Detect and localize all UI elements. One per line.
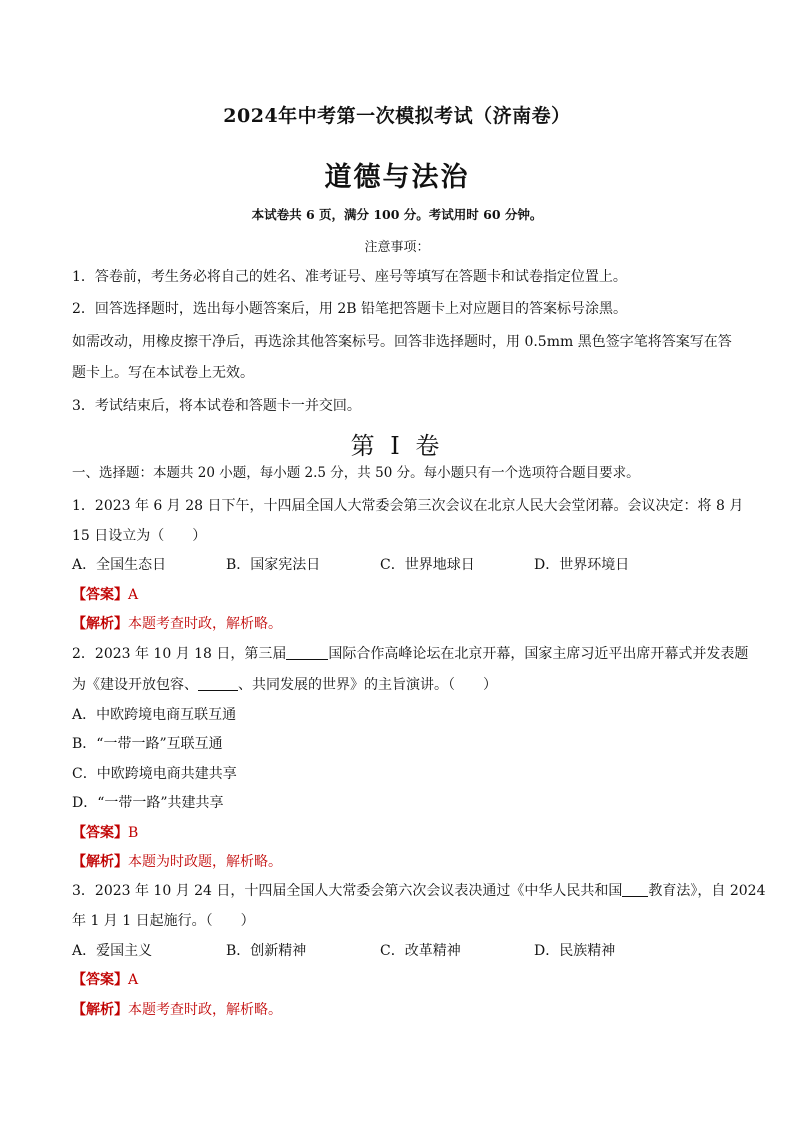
analysis-line xyxy=(72,613,282,633)
subject-title: 道德与法治 xyxy=(324,162,470,193)
analysis-label: 【解析】 xyxy=(72,1002,128,1018)
answer-label: 【答案】 xyxy=(72,587,128,603)
notice-item: 题卡上。写在本试卷上无效。 xyxy=(72,365,254,381)
answer-label: 【答案】 xyxy=(72,972,128,988)
option-b: B．“一带一路”互联互通 xyxy=(72,736,223,752)
stem-part: 、共同发展的世界》的主旨演讲。（ ） xyxy=(238,677,497,693)
option-b: B．创新精神 xyxy=(226,943,307,959)
option-b: B．国家宪法日 xyxy=(226,557,321,573)
stem-part: 2．2023 年 10 月 18 日，第三届 xyxy=(72,646,287,662)
option-a: A．中欧跨境电商互联互通 xyxy=(72,707,237,723)
question-stem xyxy=(72,643,748,663)
option-c: C．世界地球日 xyxy=(380,557,475,573)
fill-blank xyxy=(286,645,328,660)
question-stem: 年 1 月 1 日起施行。（ ） xyxy=(72,913,255,929)
option-a: A．全国生态日 xyxy=(72,557,167,573)
stem-part: 3．2023 年 10 月 24 日，十四届全国人大常委会第六次会议表决通过《中华人民共和国 xyxy=(72,883,623,899)
option-c: C．中欧跨境电商共建共享 xyxy=(72,766,237,782)
stem-part: 教育法》，自 2024 xyxy=(648,883,766,899)
option-d: D．“一带一路”共建共享 xyxy=(72,795,224,811)
exam-meta: 本试卷共 6 页，满分 100 分。考试用时 60 分钟。 xyxy=(251,207,543,222)
answer-value: A xyxy=(128,587,139,603)
analysis-line xyxy=(72,999,282,1019)
option-d: D．民族精神 xyxy=(534,943,616,959)
section-heading: 第 I 卷 xyxy=(350,432,444,460)
stem-part: 国际合作高峰论坛在北京开幕，国家主席习近平出席开幕式并发表题 xyxy=(328,646,749,662)
notice-title: 注意事项： xyxy=(364,240,430,255)
analysis-text: 本题为时政题，解析略。 xyxy=(128,854,282,870)
fill-blank xyxy=(198,676,238,691)
option-a: A．爱国主义 xyxy=(72,943,153,959)
answer-value: B xyxy=(128,825,139,841)
analysis-label: 【解析】 xyxy=(72,854,128,870)
question-stem: 1．2023 年 6 月 28 日下午，十四届全国人大常委会第三次会议在北京人民大会堂闭幕。会议决定：将 8 月 xyxy=(72,498,744,514)
question-stem xyxy=(72,880,766,900)
notice-item: 3．考试结束后，将本试卷和答题卡一并交回。 xyxy=(72,398,361,414)
section-instruction: 一、选择题：本题共 20 小题，每小题 2.5 分，共 50 分。每小题只有一个选项符合题目要求。 xyxy=(72,465,640,481)
analysis-text: 本题考查时政，解析略。 xyxy=(128,1002,282,1018)
stem-part: 为《建设开放包容、 xyxy=(72,677,198,693)
notice-item: 1．答卷前，考生务必将自己的姓名、准考证号、座号等填写在答题卡和试卷指定位置上。 xyxy=(72,269,627,285)
answer-line xyxy=(72,584,138,604)
analysis-text: 本题考查时政，解析略。 xyxy=(128,616,282,632)
question-stem xyxy=(72,674,497,694)
question-stem: 15 日设立为（ ） xyxy=(72,528,207,544)
answer-value: A xyxy=(128,972,139,988)
answer-line xyxy=(72,969,138,989)
answer-label: 【答案】 xyxy=(72,825,128,841)
fill-blank xyxy=(622,882,648,897)
analysis-label: 【解析】 xyxy=(72,616,128,632)
analysis-line xyxy=(72,851,282,871)
notice-item: 2．回答选择题时，选出每小题答案后，用 2B 铅笔把答题卡上对应题目的答案标号涂黑。 xyxy=(72,301,628,317)
option-c: C．改革精神 xyxy=(380,943,461,959)
notice-item: 如需改动，用橡皮擦干净后，再选涂其他答案标号。回答非选择题时，用 0.5mm 黑色签字笔将答案写在答 xyxy=(72,334,732,350)
option-d: D．世界环境日 xyxy=(534,557,630,573)
exam-title: 2024年中考第一次模拟考试（济南卷） xyxy=(223,105,571,127)
answer-line xyxy=(72,822,138,842)
